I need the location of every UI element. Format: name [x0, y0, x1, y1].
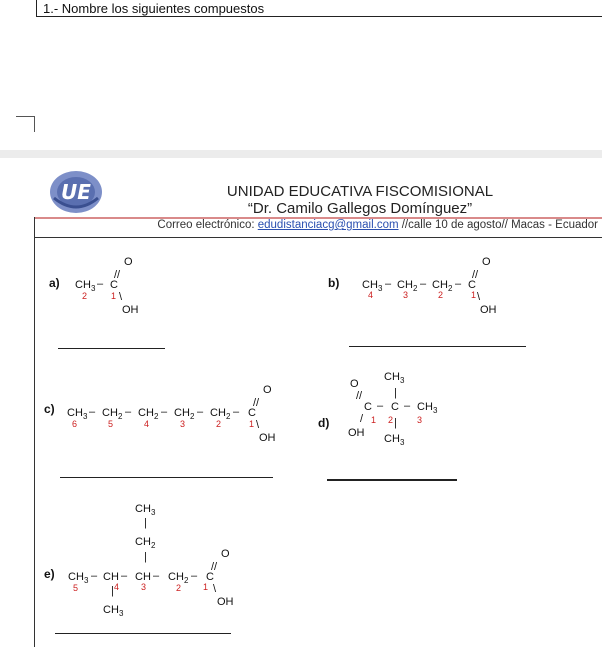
b-bond-oh: \ — [477, 291, 481, 303]
e-bond-1: – — [91, 570, 98, 582]
d-num-3: 3 — [417, 415, 423, 425]
b-bond-3: – — [455, 278, 462, 290]
c-ch2-2: CH — [210, 407, 226, 419]
d-ch3-right: CH — [417, 401, 433, 413]
school-patron: “Dr. Camilo Gallegos Domínguez” — [247, 200, 473, 217]
e-num-5: 5 — [73, 583, 79, 593]
e-bond-4: – — [191, 570, 198, 582]
answer-line-c[interactable] — [60, 477, 273, 478]
logo-text: UE — [61, 180, 91, 204]
e-o: O — [221, 548, 230, 560]
e-ch3-top-sub: 3 — [151, 508, 156, 517]
d-ch3-bottom-sub: 3 — [400, 438, 405, 447]
c-ch2-5-sub: 2 — [118, 412, 123, 421]
b-double-bond: // — [472, 269, 479, 281]
e-num-4: 4 — [114, 582, 120, 592]
e-c: C — [206, 571, 214, 583]
e-ch-4: CH — [103, 571, 119, 583]
label-a: a) — [49, 276, 60, 290]
e-num-2: 2 — [176, 583, 182, 593]
b-o: O — [482, 256, 491, 268]
c-oh: OH — [259, 432, 276, 444]
structure-e — [44, 503, 234, 618]
c-num-4: 4 — [144, 419, 150, 429]
e-bond-3: – — [153, 570, 160, 582]
a-oh: OH — [122, 304, 139, 316]
structure-a — [49, 256, 139, 316]
d-bond-top: | — [394, 387, 397, 399]
a-num-1: 1 — [111, 291, 117, 301]
e-oh: OH — [217, 596, 234, 608]
e-num-1: 1 — [203, 582, 209, 592]
d-bond-oh: / — [360, 413, 364, 425]
b-bond-1: – — [385, 278, 392, 290]
a-num-2: 2 — [82, 291, 88, 301]
b-num-4: 4 — [368, 290, 374, 300]
c-num-3: 3 — [180, 419, 186, 429]
e-ch3-5: CH — [68, 571, 84, 583]
e-ch3-top: CH — [135, 503, 151, 515]
d-num-2: 2 — [388, 415, 394, 425]
c-ch2-4-sub: 2 — [154, 412, 159, 421]
d-bond-bottom: | — [394, 417, 397, 429]
d-ch3-top: CH — [384, 371, 400, 383]
c-ch2-3: CH — [174, 407, 190, 419]
b-ch3-sub: 3 — [378, 284, 383, 293]
c-num-1: 1 — [249, 419, 255, 429]
d-c1: C — [364, 401, 372, 413]
b-ch3-text: CH — [362, 279, 378, 291]
b-ch2-b: CH — [432, 279, 448, 291]
e-bond-2: – — [121, 570, 128, 582]
b-ch2-a: CH — [397, 279, 413, 291]
label-c: c) — [44, 402, 55, 416]
e-ch-3: CH — [135, 571, 151, 583]
c-num-2: 2 — [216, 419, 222, 429]
d-ch3-top-sub: 3 — [400, 376, 405, 385]
d-ch3-right-sub: 3 — [433, 406, 438, 415]
structure-d — [318, 371, 438, 447]
e-ch2-branch: CH — [135, 536, 151, 548]
c-bond-1: – — [89, 406, 96, 418]
b-ch2-b-sub: 2 — [448, 284, 453, 293]
a-bond: – — [97, 278, 104, 290]
e-ch3-bottom: CH — [103, 604, 119, 616]
a-ch3-text: CH — [75, 279, 91, 291]
d-ch3-bottom: CH — [384, 433, 400, 445]
c-ch3-sub: 3 — [83, 412, 88, 421]
d-o: O — [350, 378, 359, 390]
a-c: C — [110, 279, 118, 291]
c-o: O — [263, 384, 272, 396]
structure-b — [328, 256, 497, 316]
c-ch2-4: CH — [138, 407, 154, 419]
d-double-bond: // — [356, 390, 363, 402]
b-c: C — [468, 279, 476, 291]
c-num-6: 6 — [72, 419, 78, 429]
c-c: C — [248, 407, 256, 419]
e-ch2-2-sub: 2 — [184, 576, 189, 585]
c-ch2-2-sub: 2 — [226, 412, 231, 421]
structure-c — [44, 384, 276, 444]
d-c2: C — [391, 401, 399, 413]
b-num-3: 3 — [403, 290, 409, 300]
e-ch3-5-sub: 3 — [84, 576, 89, 585]
question-heading: 1.- Nombre los siguientes compuestos — [43, 1, 265, 16]
e-ch3-bottom-sub: 3 — [119, 609, 124, 618]
school-name: UNIDAD EDUCATIVA FISCOMISIONAL — [226, 183, 494, 200]
answer-line-e[interactable] — [55, 633, 231, 634]
d-bond-1: – — [377, 400, 384, 412]
email-link[interactable]: edudistanciacg@gmail.com — [257, 219, 399, 231]
label-b: b) — [328, 276, 340, 290]
c-ch3: CH — [67, 407, 83, 419]
contact-prefix: Correo electrónico: — [157, 219, 258, 231]
a-double-bond: // — [114, 269, 121, 281]
c-bond-5: – — [233, 406, 240, 418]
c-bond-3: – — [161, 406, 168, 418]
c-ch2-3-sub: 2 — [190, 412, 195, 421]
c-bond-4: – — [197, 406, 204, 418]
b-num-1: 1 — [471, 290, 477, 300]
c-bond-2: – — [125, 406, 132, 418]
e-num-3: 3 — [141, 582, 147, 592]
e-bond-mid: | — [144, 551, 147, 563]
c-num-5: 5 — [108, 419, 114, 429]
e-bond-oh: \ — [213, 583, 217, 595]
a-ch3-sub: 3 — [91, 284, 96, 293]
e-bond-bottom: | — [111, 585, 114, 597]
b-ch2-a-sub: 2 — [413, 284, 418, 293]
answer-line-b[interactable] — [349, 346, 526, 347]
d-oh: OH — [348, 427, 365, 439]
b-oh: OH — [480, 304, 497, 316]
answer-line-d[interactable] — [327, 479, 457, 481]
a-bond-oh: \ — [119, 291, 123, 303]
a-o: O — [124, 256, 133, 268]
d-bond-2: – — [404, 400, 411, 412]
c-bond-oh: \ — [256, 419, 260, 431]
contact-address: //calle 10 de agosto// Macas - Ecuador — [398, 219, 598, 231]
e-ch2-2: CH — [168, 571, 184, 583]
e-double-bond: // — [211, 561, 218, 573]
label-d: d) — [318, 416, 330, 430]
c-double-bond: // — [253, 397, 260, 409]
c-ch2-5: CH — [102, 407, 118, 419]
b-num-2: 2 — [438, 290, 444, 300]
b-bond-2: – — [420, 278, 427, 290]
d-num-1: 1 — [371, 415, 377, 425]
e-bond-top: | — [144, 517, 147, 529]
label-e: e) — [44, 567, 55, 581]
e-ch2-branch-sub: 2 — [151, 541, 156, 550]
answer-line-a[interactable] — [58, 348, 165, 349]
